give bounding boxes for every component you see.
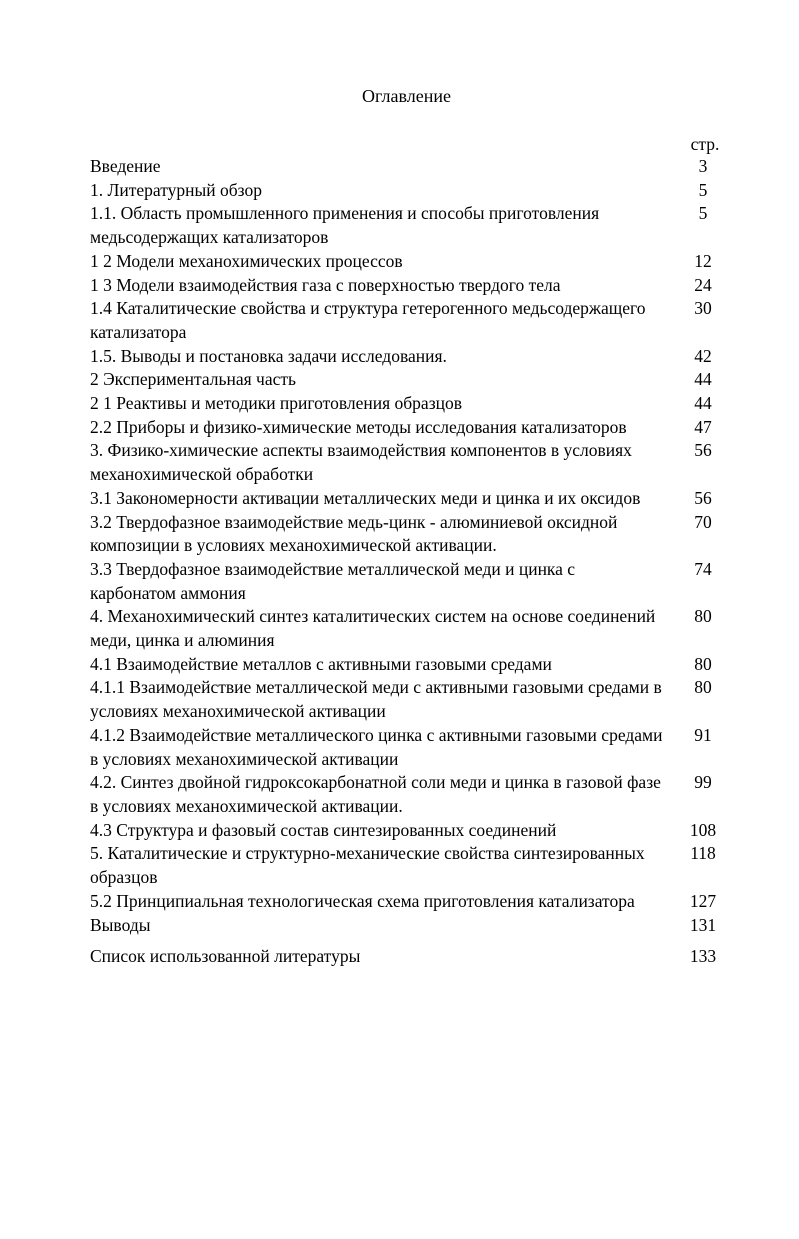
toc-entry <box>90 653 726 677</box>
toc-entry-page: 108 <box>689 819 717 840</box>
page-column-label: стр. <box>690 134 720 154</box>
toc-entry <box>90 155 726 179</box>
toc-entry <box>90 819 726 843</box>
toc-entry-page: 80 <box>694 606 712 627</box>
toc-entry-page: 91 <box>694 724 712 745</box>
toc-entry <box>90 605 726 652</box>
toc-entry-title: 3.1 Закономерности активации металлических меди и цинка и их оксидов <box>90 487 641 508</box>
toc-entry <box>90 558 726 605</box>
toc-entry-title: 1.5. Выводы и постановка задачи исследования. <box>90 345 447 366</box>
toc-entry-title: 3.2 Твердофазное взаимодействие медь-цинк - алюминиевой оксидной композиции в условиях механохимической активации. <box>90 511 618 556</box>
page-title: Оглавление <box>362 86 451 106</box>
toc-entry-page: 3 <box>698 156 708 176</box>
toc-entry-page: 133 <box>689 946 717 967</box>
toc-entry-page: 42 <box>694 345 712 366</box>
toc-entry-page: 56 <box>694 487 712 508</box>
toc-entry <box>90 274 726 298</box>
toc-entry <box>90 676 726 723</box>
toc-entry-title: 1.1. Область промышленного применения и способы приготовления медьсодержащих катализаторов <box>90 203 600 248</box>
toc-entry <box>90 842 726 889</box>
toc-entry-page: 80 <box>694 677 712 698</box>
toc-entry-page: 30 <box>694 298 712 319</box>
toc-entry <box>90 416 726 440</box>
toc-entry <box>90 202 726 249</box>
toc-entry-title: Выводы <box>90 914 151 935</box>
toc-entry-page: 70 <box>694 511 712 532</box>
toc-entry-page: 99 <box>694 772 712 793</box>
toc-entry <box>90 890 726 914</box>
toc-entry-title: 5. Каталитические и структурно-механические свойства синтезированных образцов <box>90 843 645 888</box>
toc-entry-title: 1 3 Модели взаимодействия газа с поверхностью твердого тела <box>90 274 561 295</box>
toc-entry-title: 2 Экспериментальная часть <box>90 369 296 390</box>
toc-entry-title: 4.1.2 Взаимодействие металлического цинка с активными газовыми средами в условиях механохимической активации <box>90 724 663 769</box>
toc-entry-page: 5 <box>698 203 708 224</box>
toc-entry-title: 4.1 Взаимодействие металлов с активными газовыми средами <box>90 653 552 674</box>
toc-entry <box>90 179 726 203</box>
toc-entry <box>90 487 726 511</box>
toc-entry-title: 2.2 Приборы и физико-химические методы исследования катализаторов <box>90 416 627 437</box>
toc-entry <box>90 771 726 818</box>
toc-entry-page: 80 <box>694 653 712 674</box>
toc-entry-title: 3.3 Твердофазное взаимодействие металлической меди и цинка с карбонатом аммония <box>90 558 576 603</box>
toc-entry-page: 5 <box>698 179 708 200</box>
toc-entry <box>90 511 726 558</box>
toc-entry <box>90 945 726 969</box>
toc-entry <box>90 250 726 274</box>
toc-entry <box>90 439 726 486</box>
toc-entry-page: 12 <box>694 250 712 271</box>
toc-entry-title: 4.3 Структура и фазовый состав синтезированных соединений <box>90 819 557 840</box>
toc-entry-title: 5.2 Принципиальная технологическая схема приготовления катализатора <box>90 890 635 911</box>
toc-entry-title: Введение <box>90 156 161 176</box>
toc-entry-page: 47 <box>694 416 712 437</box>
toc-entry-title: 4.1.1 Взаимодействие металлической меди с активными газовыми средами в условиях механохимической активации <box>90 677 662 722</box>
toc-entry <box>90 392 726 416</box>
toc-entry-page: 44 <box>694 369 712 390</box>
toc-entry-page: 24 <box>694 274 712 295</box>
toc-entry-title: 4.2. Синтез двойной гидроксокарбонатной соли меди и цинка в газовой фазе в условиях механохимической активации. <box>90 772 661 816</box>
toc-entry-page: 118 <box>690 843 716 864</box>
toc-entry-title: 1 2 Модели механохимических процессов <box>90 250 403 271</box>
table-of-contents <box>90 155 726 969</box>
toc-entry <box>90 914 726 938</box>
toc-entry-page: 131 <box>689 914 717 935</box>
toc-entry-page: 56 <box>694 440 712 461</box>
toc-entry-title: Список использованной литературы <box>90 946 361 967</box>
toc-entry-title: 2 1 Реактивы и методики приготовления образцов <box>90 393 462 414</box>
toc-entry-page: 44 <box>694 393 712 414</box>
toc-entry-page: 127 <box>689 890 717 911</box>
toc-entry <box>90 368 726 392</box>
toc-entry <box>90 297 726 344</box>
toc-entry-title: 1. Литературный обзор <box>90 179 262 200</box>
toc-entry-title: 3. Физико-химические аспекты взаимодействия компонентов в условиях механохимической обработки <box>90 440 632 485</box>
toc-entry <box>90 345 726 369</box>
toc-entry-page: 74 <box>694 558 712 579</box>
toc-entry-title: 4. Механохимический синтез каталитических систем на основе соединений меди, цинка и алюминия <box>90 606 656 651</box>
toc-entry <box>90 724 726 771</box>
toc-entry-title: 1.4 Каталитические свойства и структура гетерогенного медьсодержащего катализатора <box>90 298 646 342</box>
